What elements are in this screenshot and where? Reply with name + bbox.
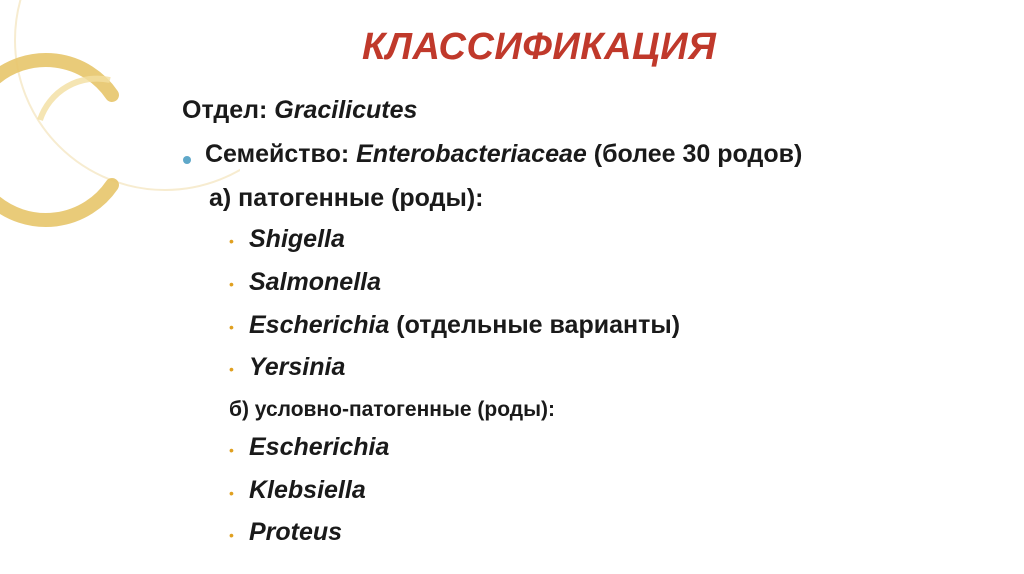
genus-name: Escherichia — [249, 433, 390, 461]
sub-bullet-icon: • — [229, 233, 234, 249]
pathogenic-item — [249, 353, 345, 382]
bullet-dot-icon — [183, 156, 191, 164]
genus-name: Yersinia — [249, 353, 346, 381]
division-line — [182, 96, 417, 125]
slide-title: КЛАССИФИКАЦИЯ — [362, 26, 717, 68]
genus-note: (отдельные варианты) — [389, 311, 681, 339]
sub-bullet-icon: • — [229, 485, 234, 501]
decorative-ring-graphic — [0, 0, 240, 574]
conditional-header: б) условно-патогенные (роды): — [229, 398, 556, 421]
genus-name: Escherichia — [249, 311, 390, 339]
family-value: Enterobacteriaceae — [356, 140, 587, 168]
conditional-item — [249, 433, 389, 462]
conditional-item — [249, 476, 366, 505]
family-note: (более 30 родов) — [586, 140, 803, 168]
pathogenic-header: а) патогенные (роды): — [209, 184, 484, 212]
pathogenic-item — [249, 225, 345, 254]
pathogenic-item — [249, 311, 680, 340]
conditional-item — [249, 518, 342, 547]
sub-bullet-icon: • — [229, 276, 234, 292]
sub-bullet-icon: • — [229, 442, 234, 458]
genus-name: Salmonella — [249, 268, 381, 296]
genus-name: Klebsiella — [249, 476, 366, 504]
family-label: Семейство: — [205, 140, 357, 168]
genus-name: Shigella — [249, 225, 345, 253]
sub-bullet-icon: • — [229, 527, 234, 543]
division-label: Отдел: — [182, 96, 275, 124]
sub-bullet-icon: • — [229, 319, 234, 335]
pathogenic-item — [249, 268, 381, 297]
family-line — [205, 140, 802, 169]
division-value: Gracilicutes — [274, 96, 418, 124]
genus-name: Proteus — [249, 518, 343, 546]
sub-bullet-icon: • — [229, 361, 234, 377]
